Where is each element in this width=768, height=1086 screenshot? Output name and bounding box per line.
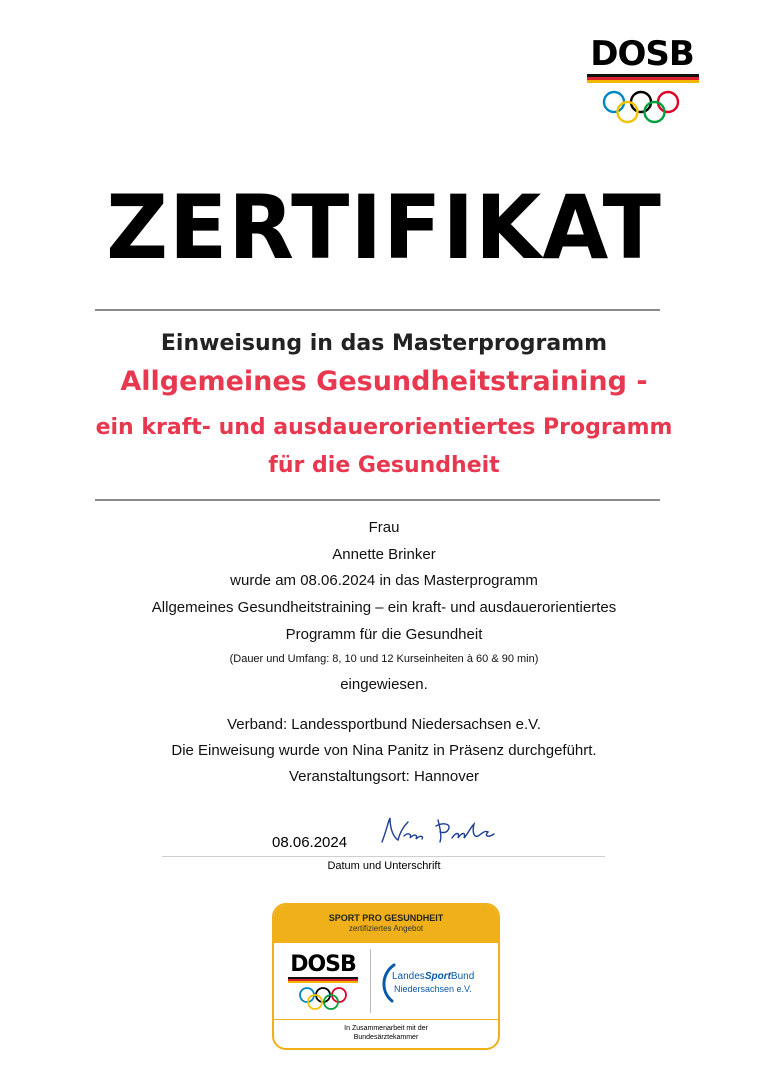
recipient-name: Annette Brinker	[332, 546, 436, 563]
seal-olympic-rings-icon	[284, 986, 362, 1012]
seal-divider	[370, 949, 371, 1013]
seal-stripe-gold	[288, 981, 358, 983]
seal-header	[274, 905, 498, 943]
seal-footer	[274, 1019, 498, 1050]
program-purpose: für die Gesundheit	[268, 453, 500, 478]
top-divider	[95, 309, 660, 311]
signature-date: 08.06.2024	[272, 834, 348, 851]
logo-stripe-gold	[587, 80, 699, 83]
program-intro: Einweisung in das Masterprogramm	[160, 331, 608, 356]
lsb-swoosh-icon	[378, 961, 398, 1005]
lsb-word-sport: Sport	[424, 971, 451, 982]
certificate-title: ZERTIFIKAT	[106, 176, 662, 279]
lsb-logo	[378, 961, 494, 1005]
body-line-3: Programm für die Gesundheit	[285, 626, 483, 643]
quality-seal	[272, 903, 500, 1050]
venue: Veranstaltungsort: Hannover	[288, 768, 480, 785]
dosb-logo	[583, 36, 701, 128]
salutation: Frau	[368, 519, 400, 536]
lsb-name-line-2: Niedersachsen e.V.	[394, 984, 472, 994]
signature-label: Datum und Unterschrift	[327, 860, 441, 872]
seal-footer-line-1: In Zusammenarbeit mit der	[344, 1025, 428, 1032]
instructor-line: Die Einweisung wurde von Nina Panitz in Präsenz durchgeführt.	[171, 742, 597, 759]
seal-logos	[274, 943, 498, 1019]
program-name: Allgemeines Gesundheitstraining -	[120, 366, 648, 397]
duration-note: (Dauer und Umfang: 8, 10 und 12 Kurseinheiten à 60 & 90 min)	[229, 653, 539, 665]
seal-footer-line-2: Bundesärztekammer	[353, 1034, 419, 1041]
seal-title: SPORT PRO GESUNDHEIT	[328, 913, 444, 923]
body-line-1: wurde am 08.06.2024 in das Masterprogramm	[230, 572, 538, 589]
seal-subtitle: zertifiziertes Angebot	[348, 924, 424, 933]
lsb-word-landes: Landes	[392, 971, 425, 982]
body-line-2: Allgemeines Gesundheitstraining – ein kraft- und ausdauerorientiertes	[151, 599, 617, 616]
lsb-word-bund: Bund	[450, 971, 475, 982]
signature-line	[162, 856, 605, 857]
bottom-divider	[95, 499, 660, 501]
body-line-4: eingewiesen.	[340, 676, 428, 693]
handwritten-signature	[378, 812, 498, 850]
seal-dosb-wordmark: DOSB	[290, 952, 356, 977]
dosb-wordmark: DOSB	[590, 34, 694, 74]
lsb-name-line-1	[392, 971, 474, 982]
olympic-rings-icon	[601, 90, 681, 126]
seal-dosb-logo	[284, 953, 362, 1012]
program-description: ein kraft- und ausdauerorientiertes Programm	[95, 415, 673, 440]
association: Verband: Landessportbund Niedersachsen e.V.	[227, 716, 541, 733]
